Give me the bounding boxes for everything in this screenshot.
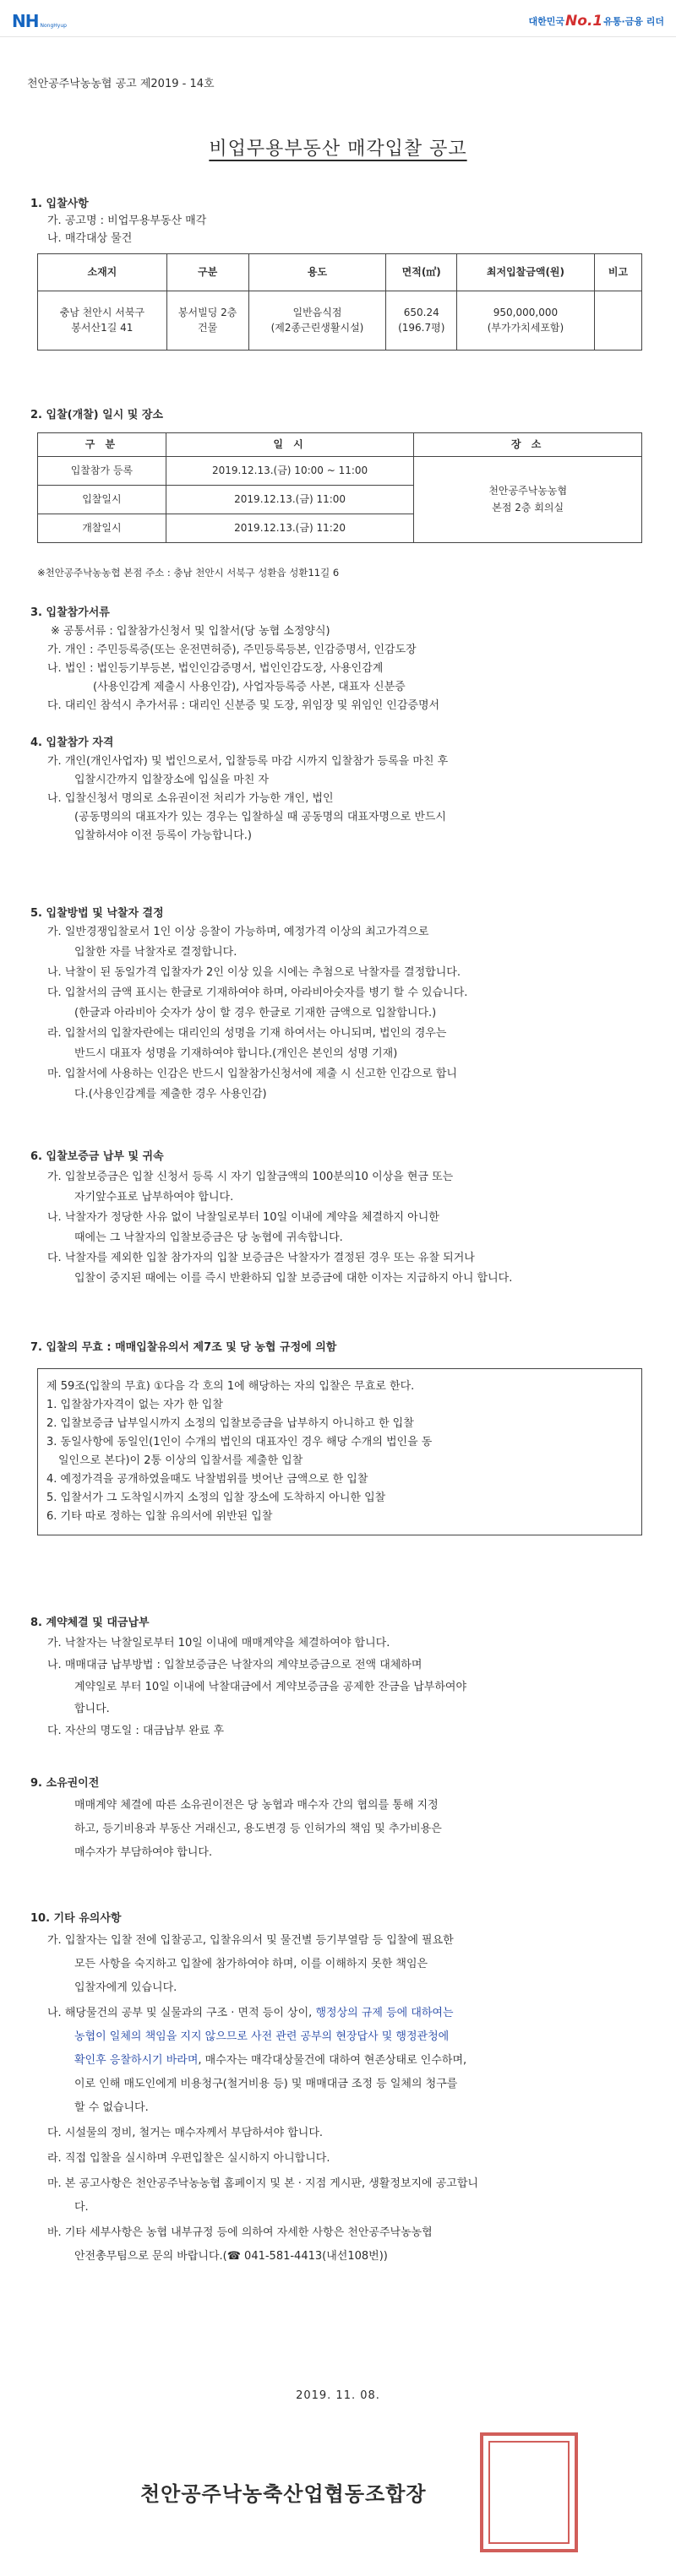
cell-use: 일반음식점 (제2종근린생활시설) [248,291,386,351]
col-area: 면적(㎡) [386,254,457,291]
s10-line-b1: 나. 해당물건의 공부 및 실물과의 구조 · 면적 등이 상이, 행정상의 규제 등에 대하여는 [47,2007,454,2019]
box-line: 6. 기타 따로 정하는 입찰 유의서에 위반된 입찰 [46,1510,273,1523]
s1-line-a: 가. 공고명 : 비업무용부동산 매각 [47,215,207,227]
table-header-row [38,433,642,457]
col-price: 최저입찰금액(원) [456,254,594,291]
s10-line-f: 바. 기타 세부사항은 농협 내부규정 등에 의하여 자세한 사항은 천안공주낙농농협 [47,2226,433,2239]
section-10-title: 10. 기타 유의사항 [30,1912,122,1925]
notice-date: 2019. 11. 08. [296,2389,380,2402]
s8-line: 합니다. [74,1703,110,1715]
section-1-title: 1. 입찰사항 [30,198,89,210]
slogan-prefix: 대한민국 [528,15,565,27]
box-line: 3. 동일사항에 동일인(1인이 수개의 법인의 대표자인 경우 해당 수개의 법인을 동 [46,1436,433,1448]
cell-area: 650.24 (196.7평) [386,291,457,351]
s8-line: 다. 자산의 명도일 : 대금납부 완료 후 [47,1725,225,1737]
box-line: 일인으로 본다)이 2통 이상의 입찰서를 제출한 입찰 [58,1454,303,1467]
site-header [0,0,676,37]
table-row [38,457,642,486]
s10-line-b3: 확인후 응찰하시기 바라며, 매수자는 매각대상물건에 대하여 현존상태로 인수하며, [74,2054,467,2067]
box-line: 4. 예정가격을 공개하였을때도 낙찰범위를 벗어난 금액으로 한 입찰 [46,1473,368,1486]
cell-time: 2019.12.13.(금) 11:00 [166,486,414,514]
cell-time: 2019.12.13.(금) 10:00 ~ 11:00 [166,457,414,486]
col-datetime: 일 시 [166,433,414,457]
s10-line-f2: 안전총무팀으로 문의 바랍니다.(☎ 041-581-4413(내선108번)) [74,2250,388,2263]
col-use: 용도 [248,254,386,291]
highlight-text: 행정상의 규제 등에 대하여는 [315,2007,454,2019]
s8-line: 나. 매매대금 납부방법 : 입찰보증금은 낙찰자의 계약보증금으로 전액 대체하며 [47,1659,422,1671]
s10-line-a: 가. 입찰자는 입찰 전에 입찰공고, 입찰유의서 및 물건별 등기부열람 등 입찰에 필요한 [47,1934,454,1947]
s5-line: 라. 입찰서의 입찰자란에는 대리인의 성명을 기재 하여서는 아니되며, 법인의 경우는 [47,1027,447,1040]
section-9-title: 9. 소유권이전 [30,1777,100,1790]
col-category: 구 분 [38,433,166,457]
s3-line-a: 가. 개인 : 주민등록증(또는 운전면허증), 주민등록등본, 인감증명서, 인감도장 [47,644,417,656]
s9-line: 매수자가 부담하여야 합니다. [74,1846,213,1859]
schedule-table [37,432,642,543]
s9-line: 매매계약 체결에 따른 소유권이전은 당 농협과 매수자 간의 협의를 통해 지정 [74,1799,439,1812]
nh-logo[interactable] [12,8,67,35]
s5-line: 반드시 대표자 성명을 기재하여야 합니다.(개인은 본인의 성명 기재) [74,1047,398,1060]
seal-inner [488,2441,570,2544]
s10-line-e: 마. 본 공고사항은 천안공주낙농농협 홈페이지 및 본 · 지점 게시판, 생활정보지에 공고합니 [47,2177,478,2190]
section-7-title: 7. 입찰의 무효 : 매매입찰유의서 제7조 및 당 농협 규정에 의함 [30,1341,337,1354]
s6-line: 입찰이 중지된 때에는 이를 즉시 반환하되 입찰 보증금에 대한 이자는 지급하지 아니 합니다. [74,1272,513,1285]
s3-line-c: 다. 대리인 참석시 추가서류 : 대리인 신분증 및 도장, 위임장 및 위임인 인감증명서 [47,699,440,712]
s5-line: 다.(사용인감계를 제출한 경우 사용인감) [74,1088,267,1101]
highlight-text: 확인후 응찰하시기 바라며 [74,2054,199,2067]
organization-name: 천안공주낙농축산업협동조합장 [140,2482,427,2506]
cell-place: 천안공주낙농농협 본점 2층 회의실 [414,457,642,543]
s4-line-b2: (공동명의의 대표자가 있는 경우는 입찰하실 때 공동명의 대표자명으로 반드시 [74,811,446,823]
section-6-title: 6. 입찰보증금 납부 및 귀속 [30,1150,164,1163]
s5-line: (한글과 아라비아 숫자가 상이 할 경우 한글로 기재한 금액으로 입찰합니다.) [74,1007,437,1019]
slogan [529,10,664,32]
col-location: 소재지 [38,254,167,291]
s4-line-b1: 나. 입찰신청서 명의로 소유권이전 처리가 가능한 개인, 법인 [47,792,334,805]
page-title: 비업무용부동산 매각입찰 공고 [209,139,467,160]
logo-sub: NongHyup [40,23,67,29]
s6-line: 가. 입찰보증금은 입찰 신청서 등록 시 자기 입찰금액의 100분의10 이상을 현금 또는 [47,1171,454,1183]
s3-common: ※ 공통서류 : 입찰참가신청서 및 입찰서(당 농협 소정양식) [51,625,330,638]
s4-line-b3: 입찰하셔야 이전 등록이 가능합니다.) [74,829,252,842]
s5-line: 마. 입찰서에 사용하는 인감은 반드시 입찰참가신청서에 제출 시 신고한 인감으로 합니 [47,1068,457,1080]
logo-text: NH [12,11,39,31]
cell-location: 충남 천안시 서북구 봉서산1길 41 [38,291,167,351]
s10-line-a: 입찰자에게 있습니다. [74,1981,177,1994]
s5-line: 가. 일반경쟁입찰로서 1인 이상 응찰이 가능하며, 예정가격 이상의 최고가격으로 [47,926,429,938]
s10-line-b5: 할 수 없습니다. [74,2101,149,2114]
s1-line-b: 나. 매각대상 물건 [47,232,133,245]
s6-line: 다. 낙찰자를 제외한 입찰 참가자의 입찰 보증금은 낙찰자가 결정된 경우 또는 유찰 되거나 [47,1252,475,1264]
s10-line-e2: 다. [74,2201,89,2214]
col-place: 장 소 [414,433,642,457]
cell-label: 입찰참가 등록 [38,457,166,486]
s4-line-a1: 가. 개인(개인사업자) 및 법인으로서, 입찰등록 마감 시까지 입찰참가 등록을 마친 후 [47,755,449,768]
s6-line: 때에는 그 낙찰자의 입찰보증금은 당 농협에 귀속합니다. [74,1231,343,1244]
highlight-text: 농협이 일체의 책임을 지지 않으므로 사전 관련 공부의 현장답사 및 행정관청에 [74,2030,450,2043]
section-2-title: 2. 입찰(개찰) 일시 및 장소 [30,409,163,421]
col-note: 비고 [594,254,641,291]
s6-line: 자기앞수표로 납부하여야 합니다. [74,1191,234,1204]
s4-line-a2: 입찰시간까지 입찰장소에 입실을 마친 자 [74,774,270,786]
s8-line: 가. 낙찰자는 낙찰일로부터 10일 이내에 매매계약을 체결하여야 합니다. [47,1637,390,1649]
slogan-no1: No.1 [565,13,603,30]
section-5-title: 5. 입찰방법 및 낙찰자 결정 [30,907,164,920]
s3-line-b: 나. 법인 : 법인등기부등본, 법인인감증명서, 법인인감도장, 사용인감계 [47,662,384,675]
slogan-suffix: 유통·금융 리더 [603,15,664,27]
s3-line-b2: (사용인감계 제출시 사용인감), 사업자등록증 사본, 대표자 신분증 [93,681,406,693]
s10-line-d: 라. 직접 입찰을 실시하며 우편입찰은 실시하지 아니합니다. [47,2152,330,2165]
cell-label: 개찰일시 [38,514,166,543]
box-line: 1. 입찰참가자격이 없는 자가 한 입찰 [46,1399,223,1411]
property-table [37,253,642,351]
s5-line: 나. 낙찰이 된 동일가격 입찰자가 2인 이상 있을 시에는 추첨으로 낙찰자를 결정합니다. [47,966,461,979]
section-8-title: 8. 계약체결 및 대금납부 [30,1617,150,1629]
table-header-row [38,254,642,291]
box-line: 제 59조(입찰의 무효) ①다음 각 호의 1에 해당하는 자의 입찰은 무효로 한다. [46,1380,415,1393]
cell-note [594,291,641,351]
cell-label: 입찰일시 [38,486,166,514]
section-3-title: 3. 입찰참가서류 [30,606,110,619]
s10-line-b4: 이로 인해 매도인에게 비용청구(철거비용 등) 및 매매대금 조정 등 일체의 청구를 [74,2078,458,2090]
box-line: 2. 입찰보증금 납부일시까지 소정의 입찰보증금을 납부하지 아니하고 한 입찰 [46,1417,414,1430]
official-seal [480,2432,578,2552]
notice-number: 천안공주낙농농협 공고 제2019 - 14호 [27,78,215,90]
s5-line: 다. 입찰서의 금액 표시는 한글로 기재하여야 하며, 아라비아숫자를 병기 할 수 있습니다. [47,986,468,999]
invalid-bid-box [37,1368,642,1535]
s5-line: 입찰한 자를 낙찰자로 결정합니다. [74,946,237,959]
section-4-title: 4. 입찰참가 자격 [30,736,114,749]
s6-line: 나. 낙찰자가 정당한 사유 없이 낙찰일로부터 10일 이내에 계약을 체결하지 아니한 [47,1211,439,1224]
s8-line: 계약일로 부터 10일 이내에 낙찰대금에서 계약보증금을 공제한 잔금을 납부하여야 [74,1681,467,1693]
s9-line: 하고, 등기비용과 부동산 거래신고, 용도변경 등 인허가의 책임 및 추가비용은 [74,1823,442,1835]
cell-type: 봉서빌딩 2층 건물 [166,291,248,351]
s10-line-a: 모든 사항을 숙지하고 입찰에 참가하여야 하며, 이를 이해하지 못한 책임은 [74,1958,428,1970]
cell-price: 950,000,000 (부가가치세포함) [456,291,594,351]
col-type: 구분 [166,254,248,291]
cell-time: 2019.12.13.(금) 11:20 [166,514,414,543]
s10-line-c: 다. 시설물의 정비, 철거는 매수자께서 부담하셔야 합니다. [47,2127,324,2139]
address-footnote: ※천안공주낙농농협 본점 주소 : 충남 천안시 서북구 성환읍 성환11길 6 [37,567,340,579]
box-line: 5. 입찰서가 그 도착일시까지 소정의 입찰 장소에 도착하지 아니한 입찰 [46,1492,386,1504]
table-row [38,291,642,351]
